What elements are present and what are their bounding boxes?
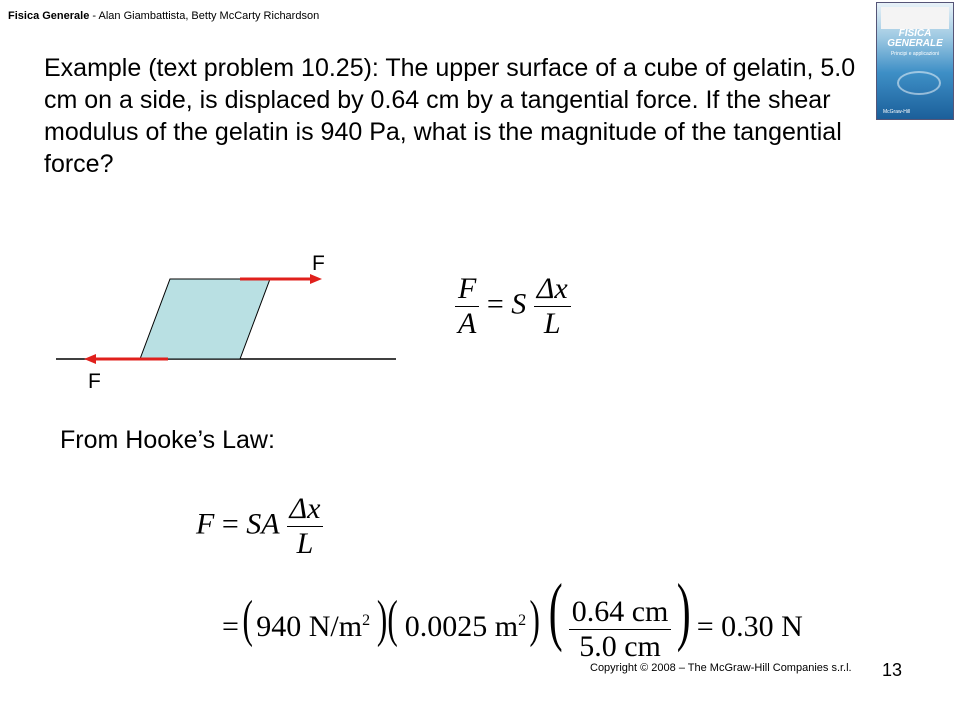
book-cover-image [876, 2, 954, 120]
water-drop-graphic [897, 71, 941, 95]
book-authors: - Alan Giambattista, Betty McCarty Richardson [89, 10, 320, 22]
force-label-top: F [312, 252, 325, 275]
slide-header [8, 10, 319, 22]
problem-statement: Example (text problem 10.25): The upper surface of a cube of gelatin, 5.0 cm on a side, is displaced by 0.64 cm by a tangential force. If the shear modulus of the gelatin is 940 Pa, what is the magnitude of the tangential force? [44, 54, 856, 178]
force-formula: F = SA $\frac{\Delta x}{L}$ [196, 492, 323, 561]
shear-stress-formula: $\frac{F}{A}$ = S $\frac{\Delta x}{L}$ [455, 272, 571, 341]
bottom-force-arrow-head [84, 354, 96, 364]
book-title: Fisica Generale [8, 10, 90, 22]
cover-author-band [881, 7, 949, 29]
numeric-solution: =( 940 $N/m^2$ )( 0.0025 $m^2$) ( $\frac{0.64 cm}{5.0 cm}$ ) = 0.30 N [222, 569, 803, 663]
force-label-bottom: F [88, 370, 101, 393]
cover-publisher: McGraw-Hill [883, 109, 911, 115]
copyright-notice: Copyright © 2008 – The McGraw-Hill Companies s.r.l. [590, 662, 852, 674]
hookes-law-label: From Hooke’s Law: [60, 426, 275, 454]
gelatin-cube [140, 279, 270, 359]
page-number: 13 [882, 660, 903, 680]
cover-title: FISICA GENERALE [887, 28, 943, 49]
cover-subtitle: Principi e applicazioni [890, 51, 940, 57]
shear-diagram [50, 250, 410, 400]
